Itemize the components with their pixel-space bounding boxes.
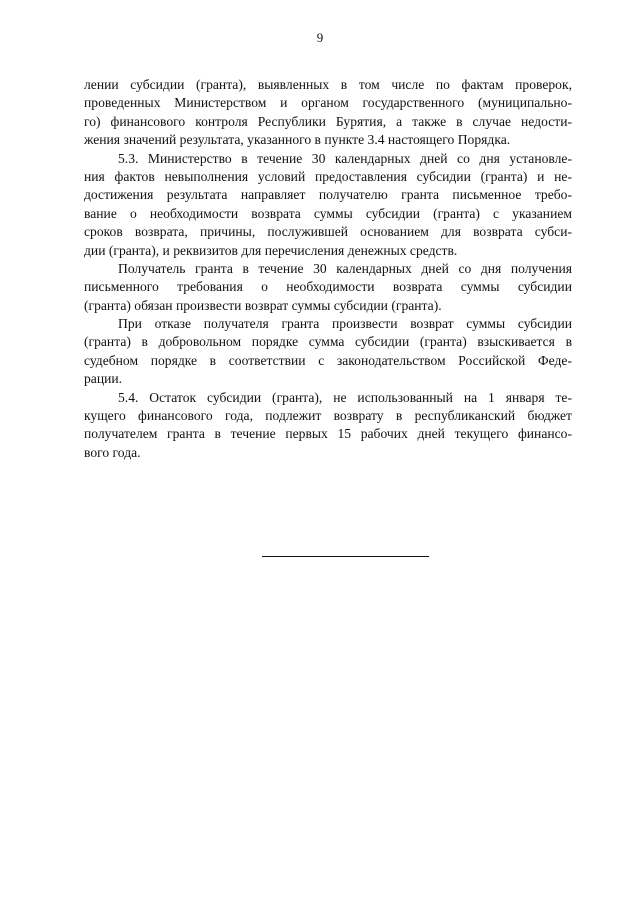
text-line: го) финансового контроля Республики Бурятия, а также в случае недости- [84, 113, 572, 129]
text-line: ния фактов невыполнения условий предоставления субсидии (гранта) и не- [84, 168, 572, 184]
text-line: При отказе получателя гранта произвести возврат суммы субсидии [118, 316, 572, 332]
text-line: достижения результата направляет получателю гранта письменное требо- [84, 187, 572, 203]
text-line: судебном порядке в соответствии с законодательством Российской Феде- [84, 352, 572, 368]
paragraph-refusal [84, 315, 572, 389]
text-line: 5.3. Министерство в течение 30 календарных дней со дня установле- [118, 150, 572, 166]
text-line: дии (гранта), и реквизитов для перечисления денежных средств. [84, 242, 458, 258]
paragraph-continuation [84, 76, 572, 150]
text-line: сроков возврата, причины, послужившей основанием для возврата субси- [84, 224, 572, 240]
text-line: кущего финансового года, подлежит возврату в республиканский бюджет [84, 408, 572, 424]
text-line: жения значений результата, указанного в пункте 3.4 настоящего Порядка. [84, 132, 511, 148]
text-line: письменного требования о необходимости возврата суммы субсидии [84, 279, 572, 295]
page-number: 9 [316, 30, 324, 45]
text-line: (гранта) в добровольном порядке сумма субсидии (гранта) взыскивается в [84, 334, 572, 350]
end-of-document-rule [262, 556, 429, 557]
text-line: лении субсидии (гранта), выявленных в том числе по фактам проверок, [84, 77, 572, 92]
text-line: вание о необходимости возврата суммы субсидии (гранта) с указанием [84, 205, 572, 221]
document-body [84, 76, 572, 462]
text-line: 5.4. Остаток субсидии (гранта), не использованный на 1 января те- [118, 389, 572, 405]
paragraph-5-4 [84, 389, 572, 463]
text-line: вого года. [84, 444, 141, 460]
text-line: (гранта) обязан произвести возврат суммы субсидии (гранта). [84, 297, 442, 313]
text-line: Получатель гранта в течение 30 календарных дней со дня получения [118, 260, 572, 276]
text-line: проведенных Министерством и органом государственного (муниципально- [84, 95, 572, 111]
text-line: рации. [84, 371, 123, 387]
paragraph-5-3 [84, 150, 572, 260]
paragraph-recipient-refund [84, 260, 572, 315]
text-line: получателем гранта в течение первых 15 рабочих дней текущего финансо- [84, 426, 572, 442]
